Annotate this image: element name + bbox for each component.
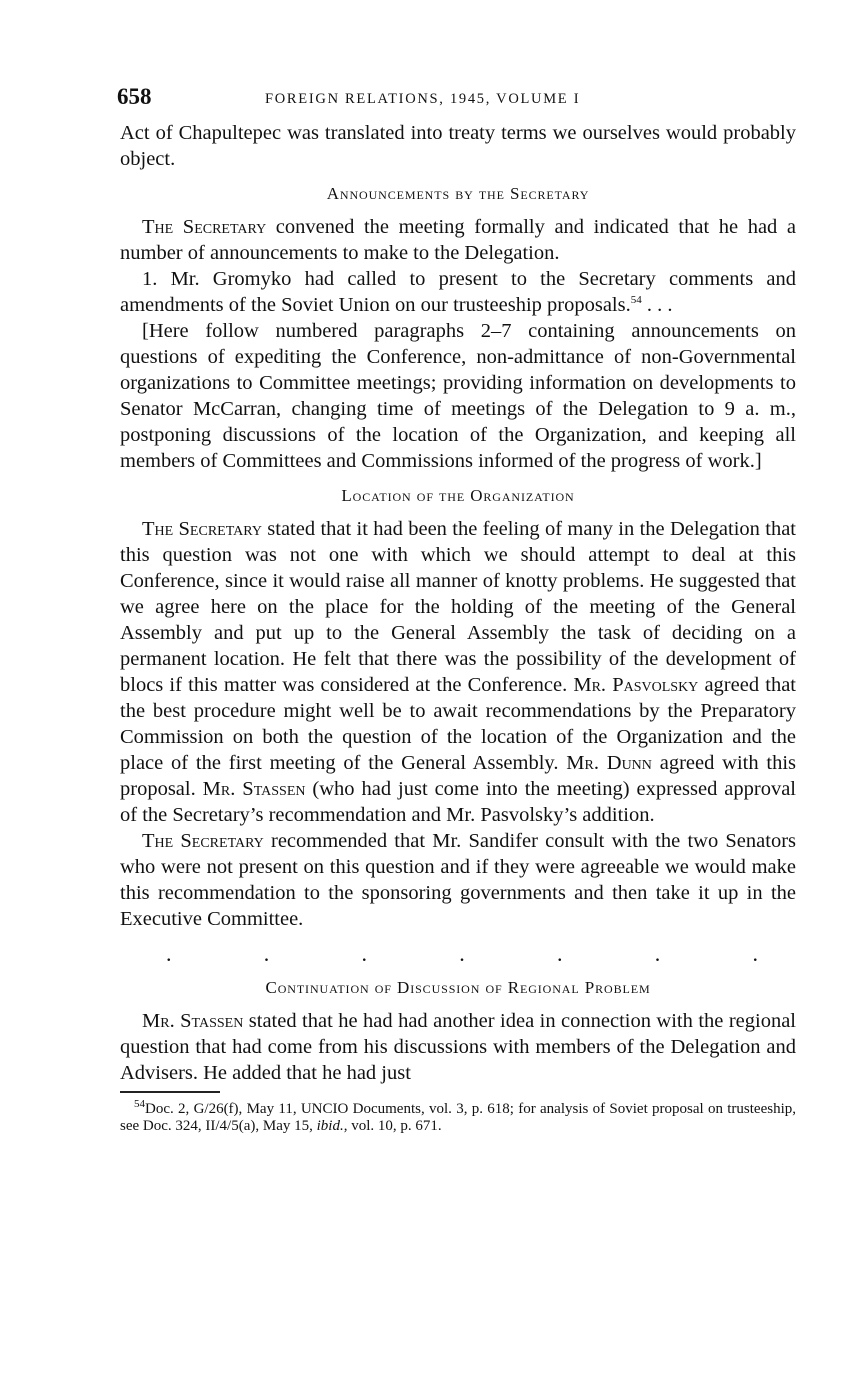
omission-dot: . bbox=[459, 941, 465, 966]
footnote-text: Doc. 2, G/26(f), May 11, UNCIO Documents, vol. 3, p. 618; for analysis of Soviet proposal on trusteeship, see Doc. 324, II/4/5(a), May 15, bbox=[120, 1101, 796, 1134]
paragraph-announcements-intro bbox=[120, 214, 796, 266]
speaker-name: Mr. Stassen bbox=[142, 1010, 244, 1032]
paragraph-regional-problem bbox=[120, 1008, 796, 1086]
ellipsis: . . . bbox=[641, 294, 673, 316]
speaker-name: Mr. Stassen bbox=[202, 778, 306, 800]
footnote bbox=[120, 1098, 796, 1135]
speaker-name: The Secretary bbox=[142, 830, 264, 852]
section-heading-announcements: Announcements by the Secretary bbox=[326, 184, 590, 203]
paragraph-text: (who had just come into the meeting) expressed approval of the Secretary’s recommendation and Mr. Pasvolsky’s addition. bbox=[120, 778, 796, 826]
omission-dot: . bbox=[361, 941, 367, 966]
paragraph-text: stated that it had been the feeling of many in the Delegation that this question was not one with which we should attempt to deal at this Conference, since it would raise all manner of knotty problems. He suggested that we agree here on the place for the holding of the meeting of the General Assembly and put up to the General Assembly the task of deciding on a permanent location. He felt that there was the possibility of the development of blocs if this matter was considered at the Conference. bbox=[120, 518, 796, 696]
paragraph-location-recommendation bbox=[120, 828, 796, 932]
omission-dot: . bbox=[752, 941, 758, 966]
footnote-text-end: , vol. 10, p. 671. bbox=[343, 1118, 442, 1134]
omission-dot: . bbox=[557, 941, 563, 966]
intro-paragraph: Act of Chapultepec was translated into treaty terms we ourselves would probably object. bbox=[120, 122, 796, 170]
omission-dot: . bbox=[654, 941, 661, 966]
omission-dots bbox=[120, 941, 796, 966]
footnote-ibid: ibid. bbox=[316, 1118, 344, 1134]
speaker-name: The Secretary bbox=[142, 216, 267, 238]
running-title: FOREIGN RELATIONS, 1945, VOLUME I bbox=[265, 91, 581, 107]
section-heading-regional-problem: Continuation of Discussion of Regional Problem bbox=[265, 978, 651, 997]
paragraph-text: 1. Mr. Gromyko had called to present to the Secretary comments and amendments of the Soviet Union on our trusteeship proposals. bbox=[120, 268, 796, 316]
section-heading-location: Location of the Organization bbox=[341, 486, 575, 505]
paragraph-editorial-note: [Here follow numbered paragraphs 2–7 containing announcements on questions of expediting the Conference, non-admittance of non-Governmental organizations to Committee meetings; providing information on developments to Senator McCarran, changing time of meetings of the Delegation to 9 a. m., postponing discussions of the location of the Organization, and keeping all members of Committees and Commissions informed of the progress of work.] bbox=[120, 320, 796, 472]
footnote-divider bbox=[120, 1091, 220, 1093]
running-head bbox=[117, 84, 796, 120]
paragraph-gromyko bbox=[120, 266, 796, 318]
paragraph-text: stated that he had had another idea in connection with the regional question that had come from his discussions with members of the Delegation and Advisers. He added that he had just bbox=[120, 1010, 796, 1084]
omission-dot: . bbox=[263, 941, 270, 966]
footnote-reference: 54 bbox=[630, 294, 642, 307]
paragraph-text: agreed that the best procedure might well be to await recommendations by the Preparatory Commission on both the question of the location of the Organization and the place of the first meeting of the General Assembly. bbox=[120, 674, 796, 774]
paragraph-location-discussion bbox=[120, 516, 796, 828]
document-page bbox=[117, 84, 797, 1135]
paragraph-text: recommended that Mr. Sandifer consult with the two Senators who were not present on this question and if they were agreeable we would make this recommendation to the sponsoring governments and then take it up in the Executive Committee. bbox=[120, 830, 797, 930]
paragraph-text: agreed with this proposal. bbox=[120, 752, 797, 800]
speaker-name: The Secretary bbox=[142, 518, 262, 540]
omission-dot: . bbox=[166, 941, 172, 966]
paragraph-text: convened the meeting formally and indicated that he had a number of announcements to make to the Delegation. bbox=[120, 216, 797, 264]
speaker-name: Mr. Dunn bbox=[566, 752, 652, 774]
page-number: 658 bbox=[117, 84, 152, 109]
footnote-marker: 54 bbox=[134, 1098, 145, 1110]
speaker-name: Mr. Pasvolsky bbox=[573, 674, 699, 696]
